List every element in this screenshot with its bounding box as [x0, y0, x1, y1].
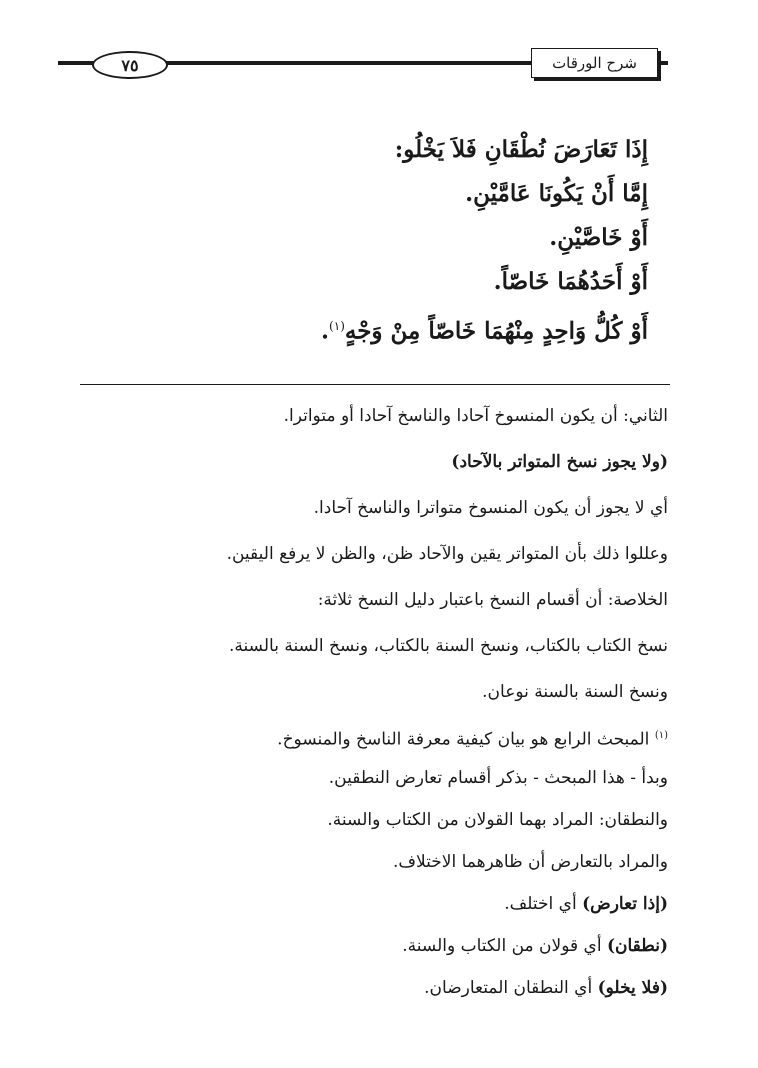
commentary-gloss: أي قولان من الكتاب والسنة. [402, 936, 602, 956]
commentary-line: وعللوا ذلك بأن المتواتر يقين والآحاد ظن، والظن لا يرفع اليقين. [226, 544, 668, 564]
footnote-separator [80, 384, 670, 385]
commentary-line: الثاني: أن يكون المنسوخ آحادا والناسخ آحادا أو متواترا. [283, 406, 668, 426]
footnote-text: المبحث الرابع هو بيان كيفية معرفة الناسخ والمنسوخ. [277, 729, 650, 750]
commentary-gloss: أي النطقان المتعارضان. [424, 978, 593, 998]
matn-line-text: أَوْ كُلُّ وَاحِدٍ مِنْهُمَا خَاصّاً مِنْ وَجْهٍ [344, 317, 648, 345]
commentary-line: والمراد بالتعارض أن ظاهرهما الاختلاف. [392, 852, 668, 872]
commentary-line [68, 883, 668, 925]
bold-phrase: (ولا يجوز نسخ المتواتر بالآحاد) [451, 452, 668, 472]
commentary-gloss: أي اختلف. [504, 894, 577, 914]
commentary-line [68, 439, 668, 485]
commentary-line [68, 925, 668, 967]
matn-line: إِذَا تَعَارَضَ نُطْقَانِ فَلاَ يَخْلُو: [394, 136, 648, 163]
page-header [58, 44, 668, 84]
commentary-line: نسخ الكتاب بالكتاب، ونسخ السنة بالكتاب، ونسخ السنة بالسنة. [229, 636, 668, 656]
commentary-text [68, 393, 668, 1009]
commentary-line [68, 967, 668, 1009]
bold-phrase: (فلا يخلو) [597, 978, 668, 998]
matn-text [228, 128, 648, 348]
commentary-line [68, 715, 668, 757]
matn-line [228, 304, 648, 348]
matn-line-end: . [321, 317, 330, 345]
commentary-line: الخلاصة: أن أقسام النسخ باعتبار دليل النسخ ثلاثة: [317, 590, 668, 610]
footnote-ref: (١) [654, 730, 668, 741]
commentary-line: ونسخ السنة بالسنة نوعان. [482, 682, 668, 702]
running-title: شرح الورقات [531, 48, 658, 78]
bold-phrase: (نطقان) [606, 936, 668, 956]
commentary-line: وبدأ - هذا المبحث - بذكر أقسام تعارض النطقين. [328, 768, 668, 788]
bold-phrase: (إذا تعارض) [582, 894, 668, 914]
footnote-ref: (١) [329, 319, 345, 333]
page-number: ٧٥ [92, 51, 168, 79]
commentary-line: أي لا يجوز أن يكون المنسوخ متواترا والناسخ آحادا. [313, 498, 668, 518]
matn-line: أَوْ أَحَدُهُمَا خَاصّاً. [493, 268, 648, 295]
matn-line: إِمَّا أَنْ يَكُونَا عَامَّيْنِ. [465, 180, 648, 207]
commentary-line: والنطقان: المراد بهما القولان من الكتاب والسنة. [327, 810, 668, 830]
matn-line: أَوْ خَاصَّيْنِ. [549, 224, 648, 251]
